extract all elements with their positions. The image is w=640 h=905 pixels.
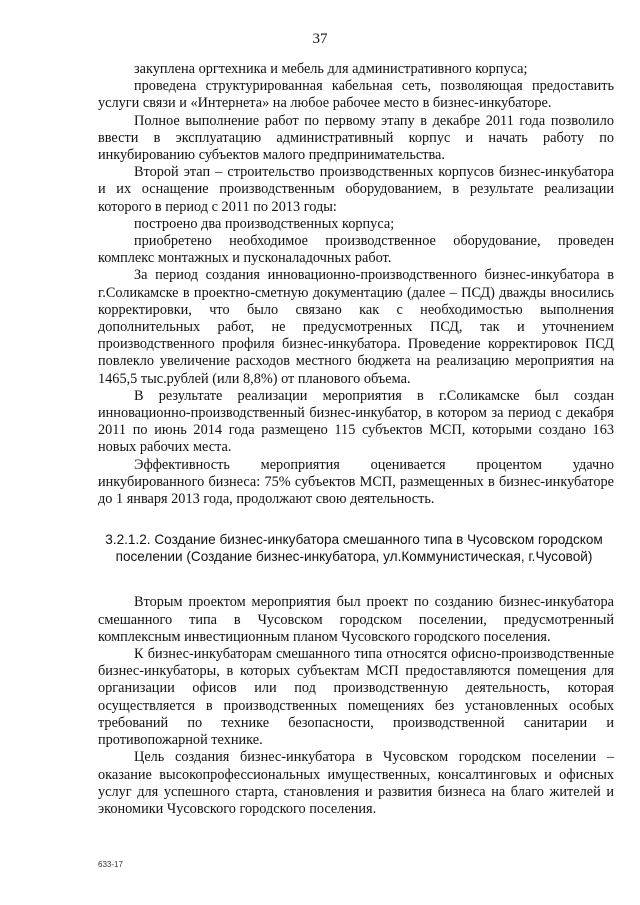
section-heading: 3.2.1.2. Создание бизнес-инкубатора смешанного типа в Чусовском городском поселении (Создание бизнес-инкубатора, ул.Коммунистическая, г.Чусовой) <box>105 532 603 564</box>
paragraph: Второй этап – строительство производственных корпусов бизнес-инкубатора и их оснащение производственным оборудованием, в результате реализации которого в период с 2011 по 2013 годы: <box>98 164 614 215</box>
paragraph: проведена структурированная кабельная сеть, позволяющая предоставить услуги связи и «Интернета» на любое рабочее место в бизнес-инкубаторе. <box>98 78 614 112</box>
paragraph: Полное выполнение работ по первому этапу в декабре 2011 года позволило ввести в эксплуатацию административный корпус и начать работу по инкубированию субъектов малого предпринимательства. <box>98 112 614 164</box>
page-number: 37 <box>312 31 328 47</box>
paragraph: К бизнес-инкубаторам смешанного типа относятся офисно-производственные бизнес-инкубаторы, в которых субъектам МСП предоставляются помещения для организации офисов или под производственную деятельность, которая осуществляется в производственных помещениях без установленных особых требований по технике безопасности, производственной санитарии и противопожарной технике. <box>98 646 614 749</box>
paragraph: Вторым проектом мероприятия был проект по созданию бизнес-инкубатора смешанного типа в Чусовском городском поселении, предусмотренный комплексным инвестиционным планом Чусовского городского поселения. <box>98 594 614 645</box>
document-code: 633-17 <box>98 860 123 869</box>
paragraph: Эффективность мероприятия оценивается процентом удачно инкубированного бизнеса: 75% субъектов МСП, размещенных в бизнес-инкубаторе до 1 января 2013 года, продолжают свою деятельность. <box>98 456 614 508</box>
paragraph: закуплена оргтехника и мебель для административного корпуса; <box>134 61 528 77</box>
paragraph: Цель создания бизнес-инкубатора в Чусовском городском поселении – оказание высокопрофессиональных имущественных, консалтинговых и офисных услуг для успешного старта, становления и развития бизнеса на благо жителей и экономики Чусовского городского поселения. <box>98 749 614 817</box>
paragraph: В результате реализации мероприятия в г.Соликамске был создан инновационно-производственный бизнес-инкубатор, в котором за период с декабря 2011 по июнь 2014 года размещено 115 субъектов МСП, которыми создано 163 новых рабочих места. <box>98 387 614 456</box>
paragraph: За период создания инновационно-производственного бизнес-инкубатора в г.Соликамске в проектно-сметную документацию (далее – ПСД) дважды вносились корректировки, что было связано как с необходимостью выполнения дополнительных работ, не предусмотренных ПСД, так и уточнением производственного профиля бизнес-инкубатора. Проведение корректировок ПСД повлекло увеличение расходов местного бюджета на реализацию мероприятия на 1465,5 тыс.рублей (или 8,8%) от планового объема. <box>98 267 614 387</box>
paragraph: приобретено необходимое производственное оборудование, проведен комплекс монтажных и пусконаладочных работ. <box>98 233 614 267</box>
paragraph: построено два производственных корпуса; <box>134 215 395 232</box>
document-body <box>98 61 614 818</box>
